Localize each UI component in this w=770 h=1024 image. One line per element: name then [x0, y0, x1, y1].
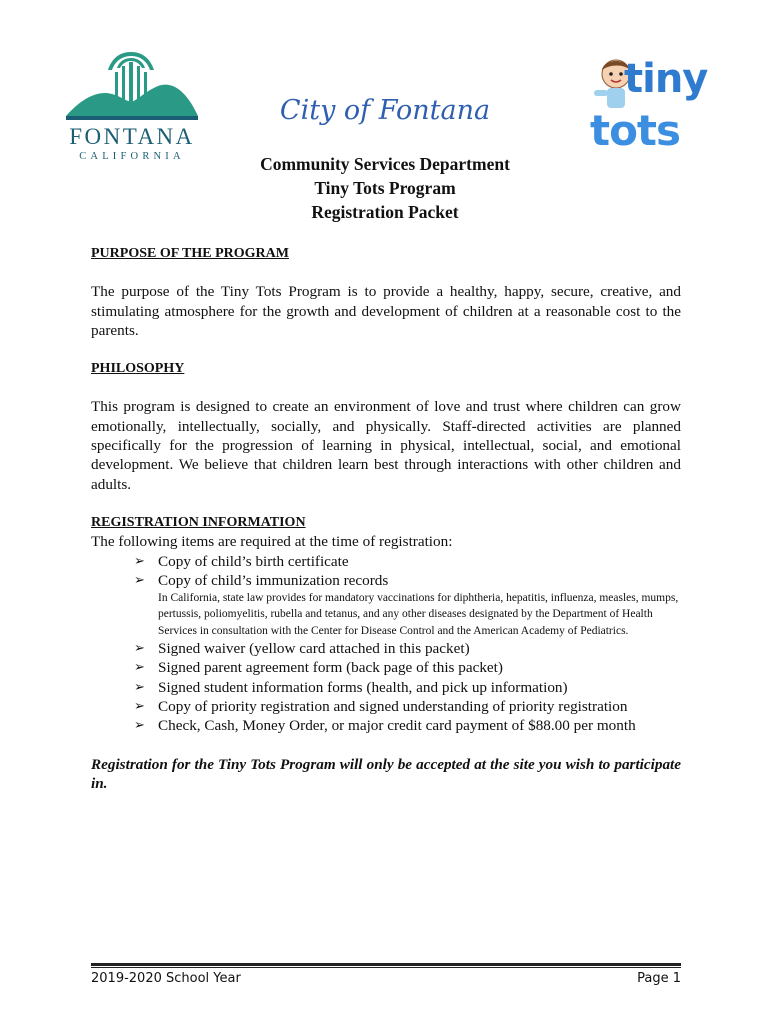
fontana-wordmark: FONTANA [69, 124, 195, 149]
department-heading [160, 152, 610, 224]
list-item: ➢ Copy of priority registration and signed understanding of priority registration [134, 697, 628, 715]
purpose-heading: PURPOSE OF THE PROGRAM [91, 246, 289, 261]
list-item: ➢ Signed student information forms (health, and pick up information) [134, 678, 568, 696]
list-item: ➢ Copy of child’s immunization records [134, 571, 389, 589]
packet-line: Registration Packet [311, 202, 459, 222]
tots-wordmark: tots [590, 106, 681, 155]
footer-page-number: Page 1 [637, 971, 681, 986]
tiny-tots-logo [584, 54, 724, 166]
department-line: Community Services Department [260, 154, 510, 174]
footer-divider [91, 963, 681, 968]
list-item: ➢ Check, Cash, Money Order, or major credit card payment of $88.00 per month [134, 717, 636, 735]
fontana-logo [62, 48, 202, 168]
tiny-wordmark: tiny [624, 56, 708, 102]
arrow-bullet-icon: ➢ [134, 572, 145, 588]
list-item: ➢ Copy of child’s birth certificate [134, 552, 349, 570]
fountain-mountain-icon [62, 48, 202, 123]
arrow-bullet-icon: ➢ [134, 641, 145, 657]
california-wordmark: CALIFORNIA [79, 151, 185, 162]
immunization-note: In California, state law provides for mandatory vaccinations for diphtheria, hepatitis, influenza, measles, mumps, pertussis, poliomyelitis, rubella and tetanus, and any other diseases designated by the Department of Health Services in consultation with the Center for Disease Control and the American Academy of Pediatrics. [158, 592, 679, 637]
closing-note: Registration for the Tiny Tots Program will only be accepted at the site you wish to participate in. [91, 755, 681, 792]
arrow-bullet-icon: ➢ [134, 553, 145, 569]
footer-school-year: 2019-2020 School Year [91, 971, 241, 986]
purpose-text: The purpose of the Tiny Tots Program is to provide a healthy, happy, secure, creative, and stimulating atmosphere for the growth and development of children at a reasonable cost to the parents. [91, 283, 681, 339]
city-title: City of Fontana [279, 95, 491, 126]
arrow-bullet-icon: ➢ [134, 679, 145, 695]
registration-list [91, 552, 681, 736]
list-item: ➢ Signed parent agreement form (back page of this packet) [134, 659, 503, 677]
registration-intro: The following items are required at the time of registration: [91, 533, 453, 551]
list-item: ➢ Signed waiver (yellow card attached in this packet) [134, 640, 470, 658]
philosophy-text: This program is designed to create an environment of love and trust where children can grow emotionally, intellectually, socially, and physically. Staff-directed activities are planned specifically for the progression of learning in physical, intellectual, social, and emotional development. We believe that children learn best through interactions with other children and adults. [91, 398, 681, 493]
program-line: Tiny Tots Program [314, 178, 456, 198]
philosophy-heading: PHILOSOPHY [91, 361, 185, 377]
registration-heading: REGISTRATION INFORMATION [91, 514, 306, 530]
arrow-bullet-icon: ➢ [134, 660, 145, 676]
arrow-bullet-icon: ➢ [134, 718, 145, 734]
document-body [91, 244, 681, 793]
arrow-bullet-icon: ➢ [134, 698, 145, 714]
